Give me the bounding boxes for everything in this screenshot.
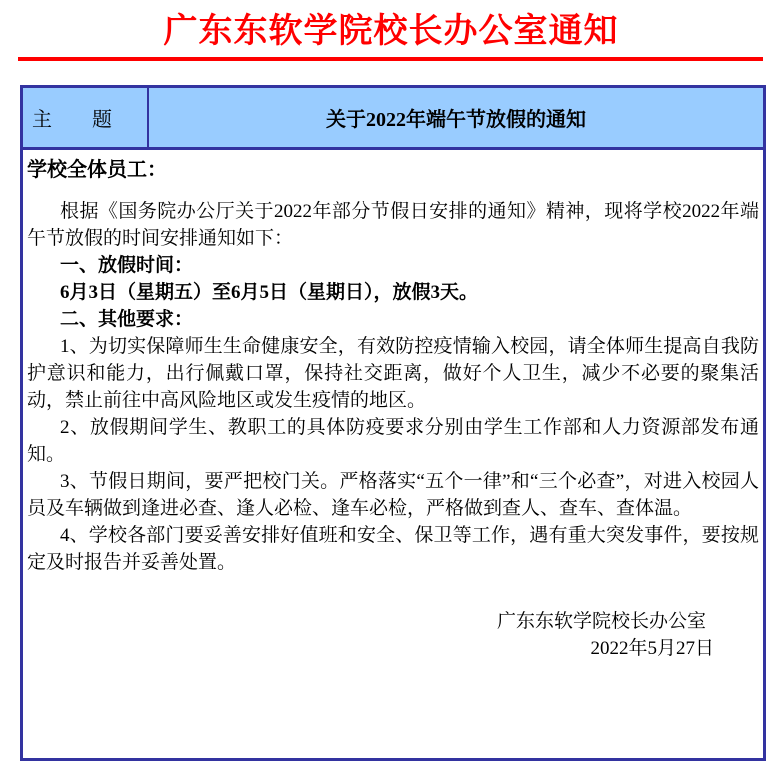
section1-heading: 一、放假时间： [60,255,194,276]
signature-date: 2022年5月27日 [590,638,714,659]
signature-block [27,608,759,662]
requirement-item-2: 2、放假期间学生、教职工的具体防疫要求分别由学生工作部和人力资源部发布通知。 [27,417,759,465]
subject-header-row [22,87,765,149]
intro-paragraph: 根据《国务院办公厅关于2022年部分节假日安排的通知》精神，现将学校2022年端午节放假的时间安排通知如下： [27,201,759,249]
subject-label: 主 题 [22,87,149,149]
requirement-item-1: 1、为切实保障师生生命健康安全，有效防控疫情输入校园，请全体师生提高自我防护意识和能力，出行佩戴口罩，保持社交距离，做好个人卫生，减少不必要的聚集活动，禁止前往中高风险地区或发生疫情的地区。 [27,336,759,411]
notice-body-row [22,149,765,760]
title-divider-rule [18,57,763,61]
section1-content: 6月3日（星期五）至6月5日（星期日），放假3天。 [60,282,479,303]
section2-heading: 二、其他要求： [60,309,194,330]
notice-table [20,85,766,761]
requirement-item-4: 4、学校各部门要妥善安排好值班和安全、保卫等工作，遇有重大突发事件，要按规定及时报告并妥善处置。 [27,525,759,573]
subject-title: 关于2022年端午节放假的通知 [148,87,765,149]
salutation: 学校全体员工： [27,159,167,181]
signature-office: 广东东软学院校长办公室 [496,611,706,632]
requirement-item-3: 3、节假日期间，要严把校门关。严格落实“五个一律”和“三个必查”，对进入校园人员及车辆做到逢进必查、逢人必检、逢车必检，严格做到查人、查车、查体温。 [27,471,759,519]
page-title: 广东东软学院校长办公室通知 [163,12,619,50]
notice-body-cell [22,149,765,760]
